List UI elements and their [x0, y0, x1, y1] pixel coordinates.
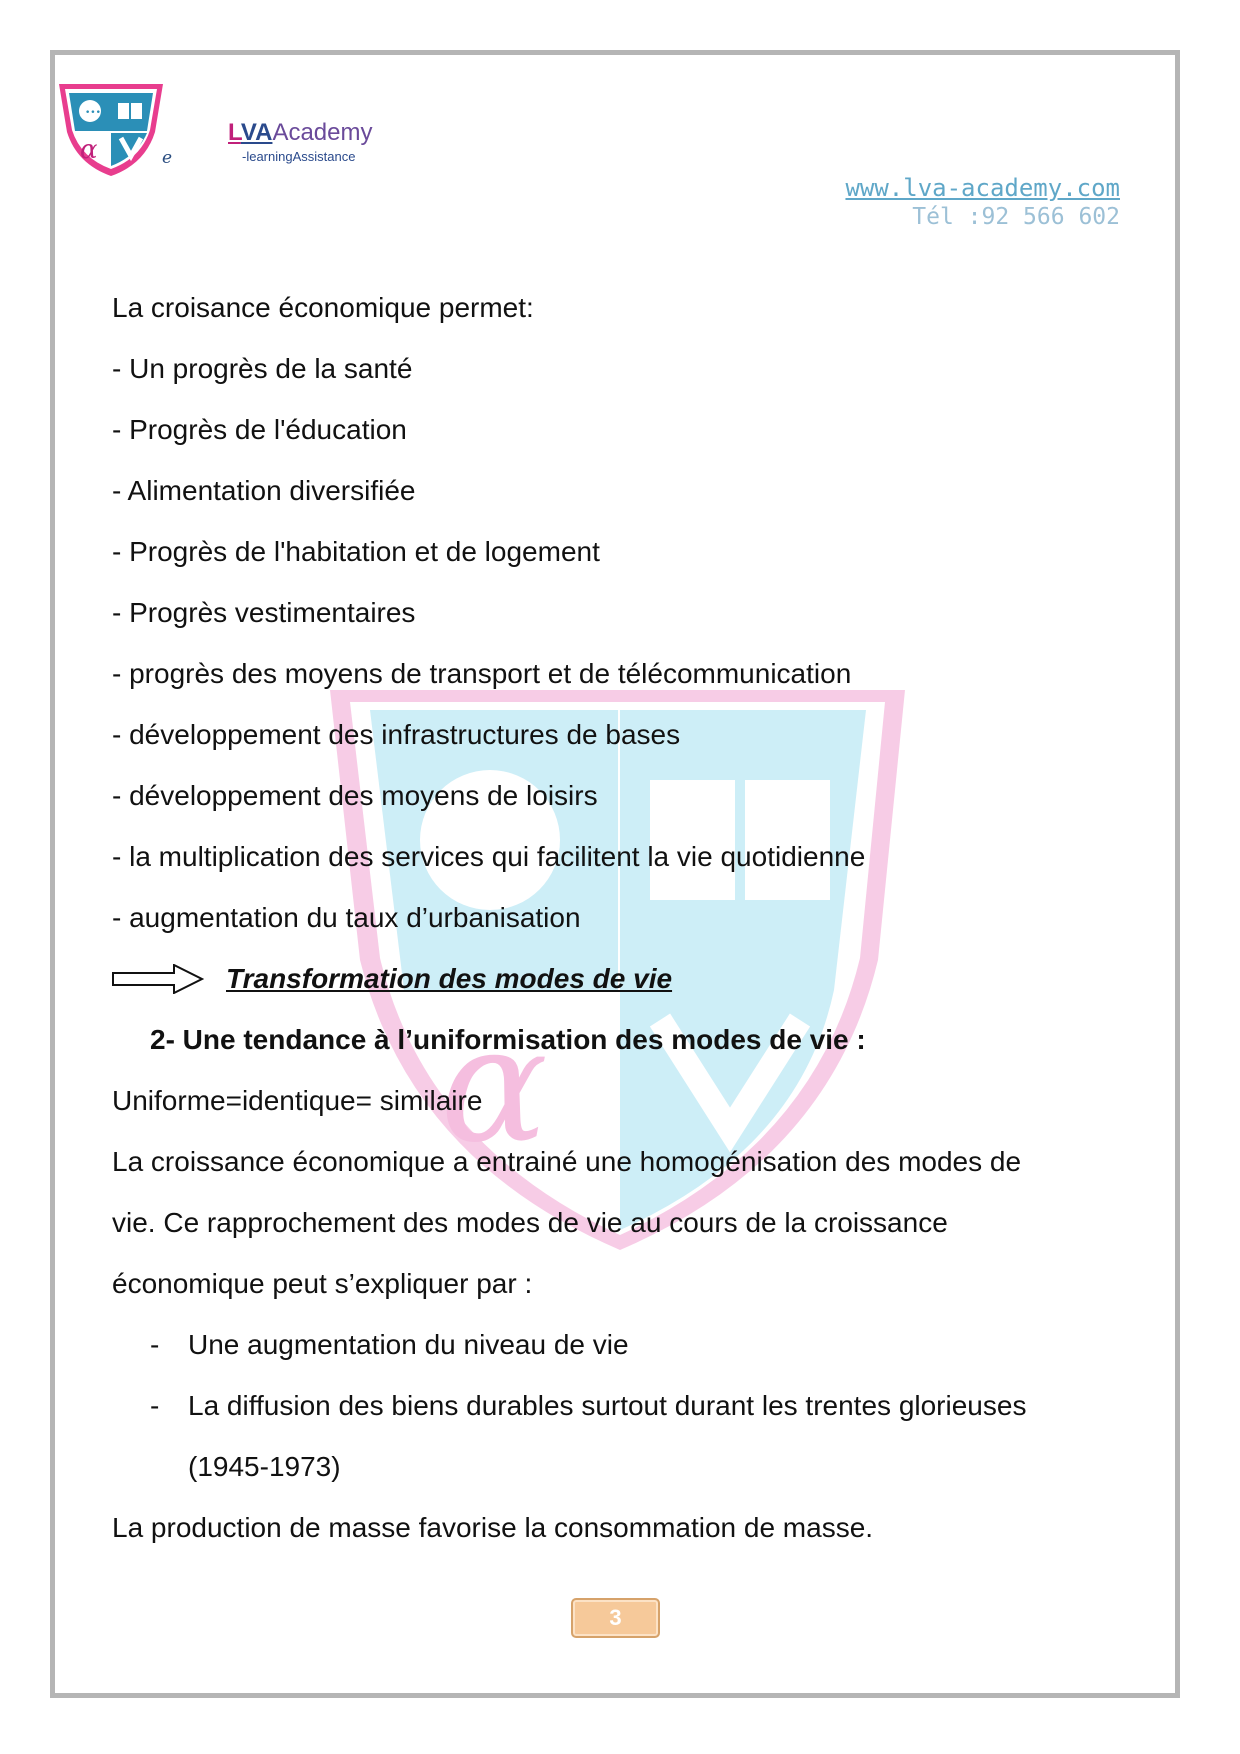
brand-name	[228, 119, 373, 147]
logo-letter: e	[162, 148, 173, 168]
list-item: - Progrès de l'habitation et de logement	[112, 536, 600, 567]
sub-list-item	[112, 1375, 1132, 1436]
brand-block	[228, 119, 373, 164]
list-item: - Alimentation diversifiée	[112, 475, 416, 506]
sub-list-text: Une augmentation du niveau de vie	[188, 1329, 629, 1360]
list-item: - progrès des moyens de transport et de télécommunication	[112, 658, 852, 689]
definition-text: Uniforme=identique= similaire	[112, 1085, 483, 1116]
arrow-right-icon	[112, 964, 204, 994]
svg-text:α: α	[440, 991, 549, 1178]
main-content	[112, 277, 1132, 1558]
conclusion-text: La production de masse favorise la consommation de masse.	[112, 1512, 874, 1543]
svg-text:α: α	[80, 135, 98, 165]
brand-tagline: -learningAssistance	[242, 149, 356, 164]
page-number: 3	[609, 1605, 622, 1630]
list-item: - augmentation du taux d’urbanisation	[112, 902, 581, 933]
sub-list-continuation: (1945-1973)	[188, 1451, 341, 1482]
sub-list-dash: -	[150, 1329, 160, 1360]
page-number-badge	[571, 1598, 660, 1638]
list-item: - Un progrès de la santé	[112, 353, 413, 384]
brand-name-academy: Academy	[272, 119, 373, 146]
website-link[interactable]: www.lva-academy.com	[845, 174, 1120, 202]
sub-list-item	[112, 1314, 1132, 1375]
list-item: - Progrès vestimentaires	[112, 597, 416, 628]
list-item: - développement des infrastructures de bases	[112, 719, 681, 750]
list-item: - Progrès de l'éducation	[112, 414, 407, 445]
paragraph-line: économique peut s’expliquer par :	[112, 1268, 533, 1299]
intro-text: La croisance économique permet:	[112, 292, 534, 323]
list-item: - développement des moyens de loisirs	[112, 780, 598, 811]
arrow-conclusion	[112, 948, 1132, 1009]
section-heading: 2- Une tendance à l’uniformisation des modes de vie :	[150, 1024, 866, 1055]
sub-list-dash: -	[150, 1390, 160, 1421]
phone-number: Tél :92 566 602	[912, 204, 1120, 230]
arrow-conclusion-text: Transformation des modes de vie	[226, 963, 673, 994]
shield-logo-icon	[55, 78, 167, 178]
svg-text:•••: •••	[85, 108, 101, 118]
paragraph-line: La croissance économique a entrainé une homogénisation des modes de	[112, 1146, 1022, 1177]
contact-block	[845, 174, 1120, 230]
list-item: - la multiplication des services qui facilitent la vie quotidienne	[112, 841, 866, 872]
brand-name-va: VA	[240, 119, 273, 146]
paragraph-line: vie. Ce rapprochement des modes de vie au cours de la croissance	[112, 1207, 948, 1238]
brand-name-l: L	[228, 119, 241, 146]
sub-list-text: La diffusion des biens durables surtout durant les trentes glorieuses	[188, 1390, 1027, 1421]
